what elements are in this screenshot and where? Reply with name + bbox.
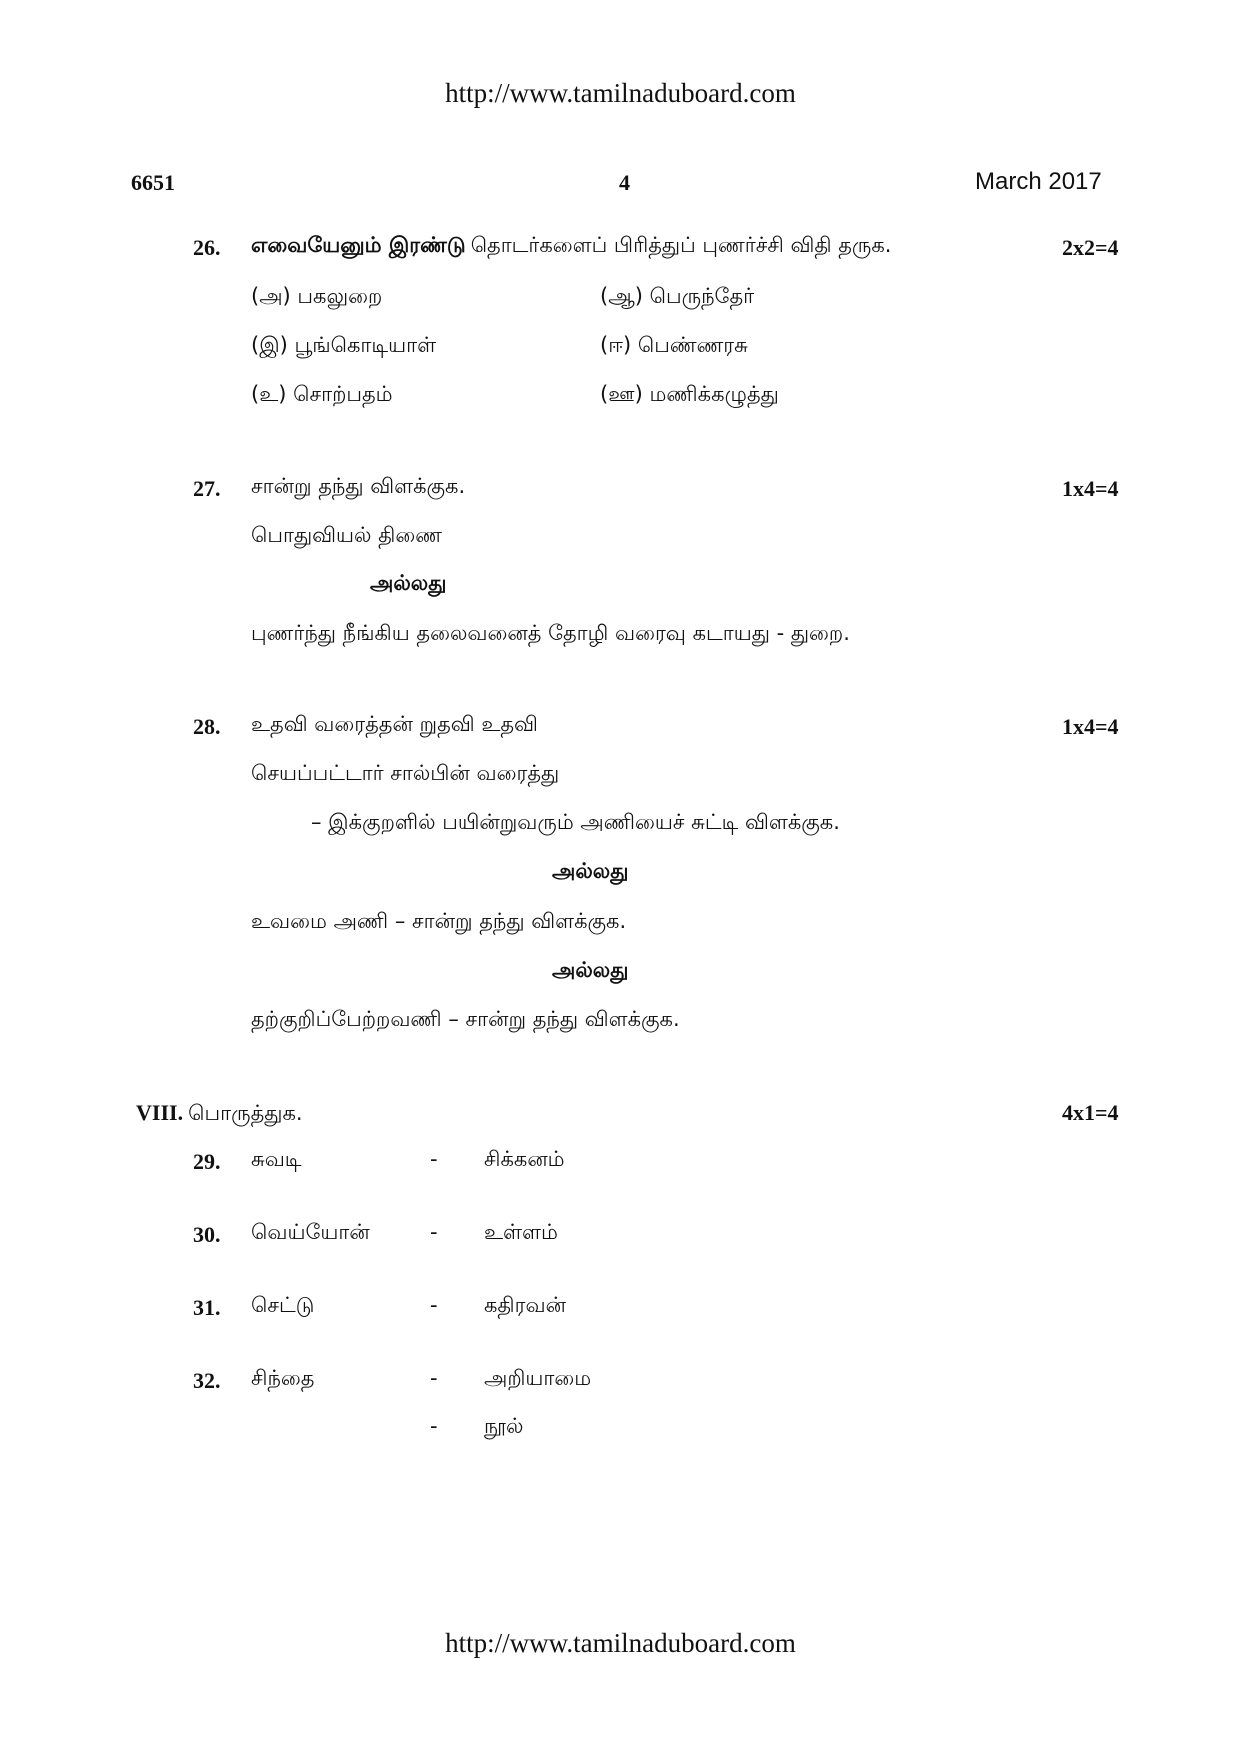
kural-line-1: உதவி வரைத்தன் றுதவி உதவி [251,712,538,736]
question-instruction [251,233,891,260]
question-marks: 1x4=4 [1062,714,1119,739]
section-marks: 4x1=4 [1062,1100,1119,1125]
alternative-1: உவமை அணி – சான்று தந்து விளக்குக. [251,909,627,933]
option-aa [600,284,754,311]
instruction-emphasis: எவையேனும் இரண்டு [251,233,466,257]
match-left: சுவடி [251,1147,302,1171]
option-ii [600,333,748,360]
match-dash: - [430,1220,438,1244]
match-dash: - [430,1293,438,1317]
match-left: வெய்யோன் [251,1220,370,1244]
option-text: பெண்ணரசு [637,333,748,357]
match-dash: - [430,1414,438,1438]
match-dash: - [430,1366,438,1390]
option-label: (உ) [251,382,287,406]
match-number: 30. [193,1222,221,1247]
section-title: பொருத்துக. [188,1101,303,1125]
question-marks: 2x2=4 [1062,235,1119,260]
or-separator: அல்லது [370,571,447,595]
match-right: அறியாமை [484,1366,592,1390]
option-text: மணிக்கழுத்து [649,382,779,406]
month-year: March 2017 [975,168,1102,195]
question-marks: 1x4=4 [1062,476,1119,501]
header-url: http://www.tamilnaduboard.com [445,78,796,108]
section-numeral: VIII. [136,1100,184,1125]
option-text: பகலுறை [297,284,383,308]
match-left: செட்டு [251,1293,315,1317]
match-right: கதிரவன் [484,1293,566,1317]
question-number: 28. [193,714,221,739]
alternative-2: தற்குறிப்பேற்றவணி – சான்று தந்து விளக்குக. [251,1007,680,1031]
option-line-2: புணர்ந்து நீங்கிய தலைவனைத் தோழி வரைவு கடாயது - துறை. [251,621,850,645]
option-u [251,382,393,409]
question-number: 27. [193,476,221,501]
section-heading [136,1100,303,1128]
match-dash: - [430,1147,438,1171]
option-label: (ஆ) [600,284,643,308]
footer-url: http://www.tamilnaduboard.com [445,1628,796,1658]
option-text: பெருந்தேர் [649,284,755,308]
option-text: பூங்கொடியாள் [294,333,437,357]
instruction-text: தொடர்களைப் பிரித்துப் புணர்ச்சி விதி தருக. [470,233,892,257]
question-instruction: சான்று தந்து விளக்குக. [251,474,466,498]
match-right: நூல் [484,1414,524,1438]
option-label: (ஊ) [600,382,643,406]
option-label: (அ) [251,284,291,308]
or-separator: அல்லது [552,859,629,883]
match-number: 29. [193,1149,221,1174]
match-right: சிக்கனம் [484,1147,565,1171]
match-left: சிந்தை [251,1366,315,1390]
kural-line-2: செயப்பட்டார் சால்பின் வரைத்து [251,761,560,785]
question-instruction: – இக்குறளில் பயின்றுவரும் அணியைச் சுட்டி விளக்குக. [311,810,840,834]
page-number: 4 [619,170,630,195]
option-uu [600,382,779,409]
match-right: உள்ளம் [484,1220,558,1244]
option-a [251,284,382,311]
or-separator: அல்லது [552,958,629,982]
option-i [251,333,436,360]
paper-code: 6651 [131,170,175,195]
option-text: சொற்பதம் [293,382,393,406]
question-number: 26. [193,235,221,260]
option-line-1: பொதுவியல் திணை [251,523,442,547]
match-number: 32. [193,1368,221,1393]
match-number: 31. [193,1295,221,1320]
option-label: (ஈ) [600,333,632,357]
option-label: (இ) [251,333,288,357]
